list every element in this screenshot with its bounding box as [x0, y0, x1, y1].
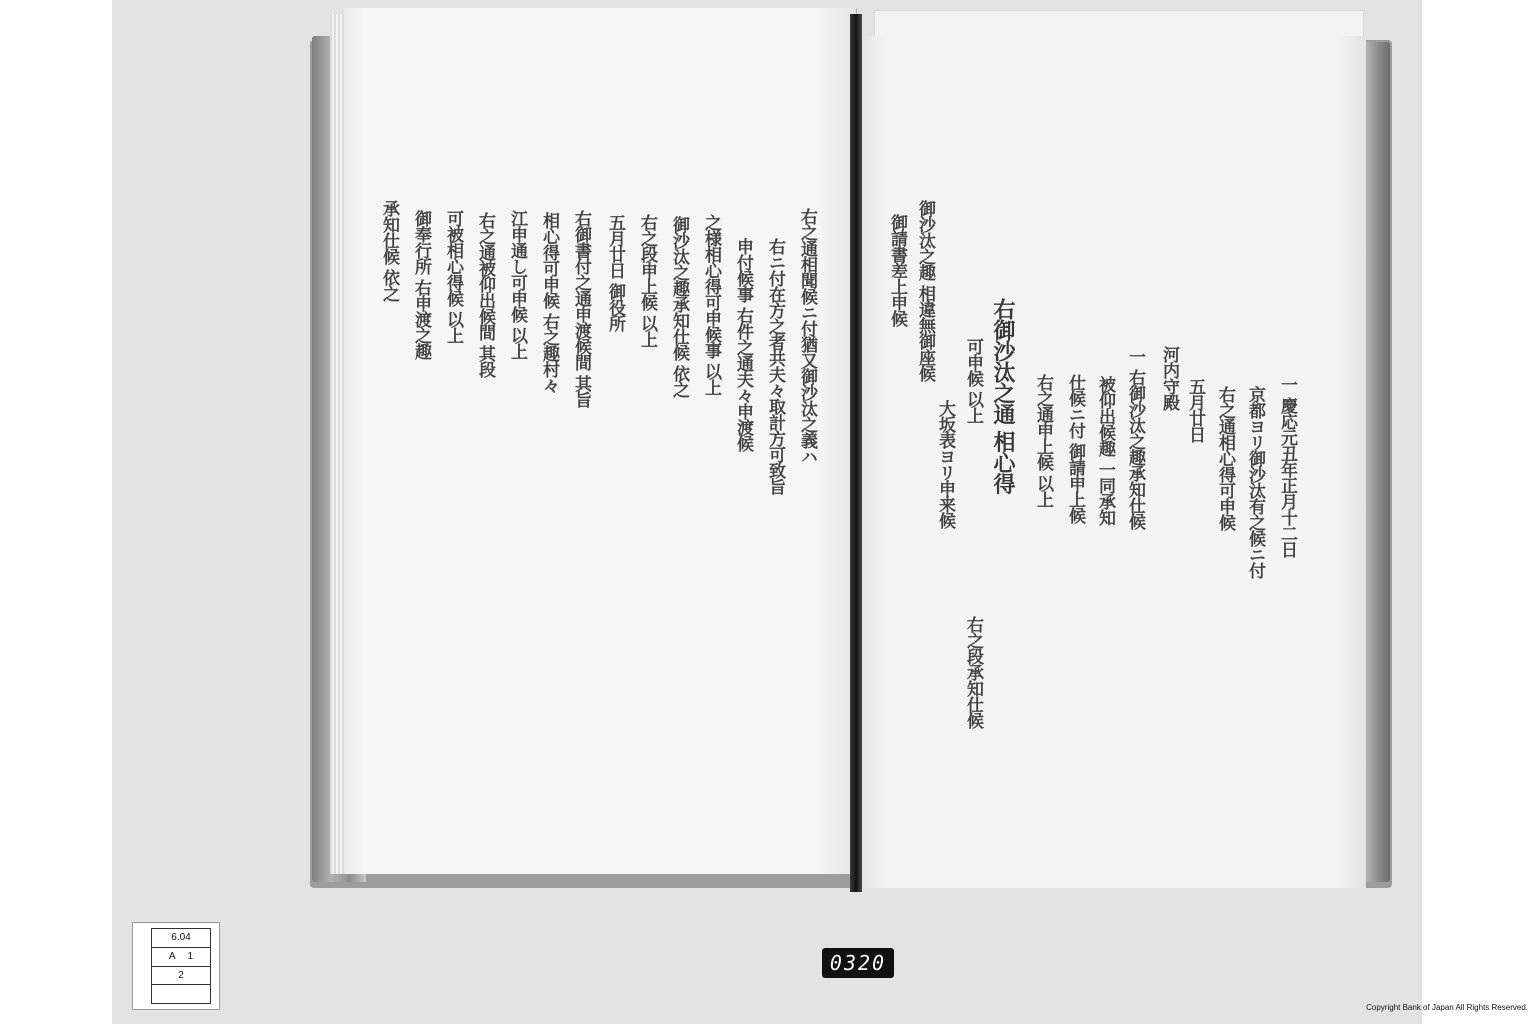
right-page-column: 大坂表ヨリ申来候 — [935, 400, 955, 528]
label-volume: 2 — [178, 969, 184, 981]
right-page-column: 右之通相心得可申候 — [1215, 386, 1235, 530]
left-page-column: 右之通相聞候ニ付猶又御沙汰之義ハ — [797, 208, 817, 464]
left-page-column: 江申通し可申候 以上 — [507, 210, 527, 359]
label-row — [152, 985, 210, 1003]
left-page-column: 右御書付之通申渡候間 其旨 — [571, 210, 591, 407]
left-page-column: 御沙汰之趣承知仕候 依之 — [669, 216, 689, 397]
left-page-column: 之様相心得可申候事 以上 — [701, 214, 721, 395]
label-code: 6.04 — [171, 932, 191, 944]
right-page-column: 御請書差上申候 — [887, 214, 907, 326]
left-page-column: 申付候事 右件之通夫々申渡候 — [733, 238, 753, 451]
right-page-column: 右之段承知仕候 — [963, 616, 983, 728]
right-page-column: 被仰出候趣 一同承知 — [1095, 376, 1115, 525]
left-page-column: 可被相心得候 以上 — [443, 210, 463, 343]
left-page-column: 御奉行所 右申渡之趣 — [411, 210, 431, 359]
right-page-column: 一 慶応元丑年正月十二日 — [1277, 376, 1297, 557]
label-series: A — [168, 951, 176, 963]
left-page-column: 右之通被仰出候間 其段 — [475, 212, 495, 377]
frame-number: 0320 — [829, 951, 887, 975]
copyright-notice: Copyright Bank of Japan All Rights Reserved. — [1366, 1003, 1528, 1012]
label-row — [152, 948, 210, 967]
left-page-column: 五月廿日 御役所 — [605, 214, 625, 331]
right-page-column: 京都ヨリ御沙汰有之候ニ付 — [1245, 386, 1265, 578]
book-gutter — [850, 14, 862, 892]
label-row — [152, 967, 210, 986]
book-cover-right — [1362, 42, 1390, 882]
frame-number-plate — [822, 948, 894, 978]
right-page-column: 河内守殿 — [1159, 346, 1179, 410]
archive-label-grid — [151, 928, 211, 1004]
left-page-column: 右ニ付在方之者共夫々取計方可致旨 — [765, 238, 785, 494]
right-page-column: 可申候 以上 — [963, 338, 983, 423]
label-row — [152, 929, 210, 948]
right-page-column: 右之通申上候 以上 — [1033, 374, 1053, 507]
left-page-column: 右之段申上候 以上 — [637, 214, 657, 347]
right-page-column: 仕候ニ付 御請申上候 — [1065, 374, 1085, 523]
label-number: 1 — [187, 951, 194, 963]
right-page-column: 御沙汰之趣 相違無御座候 — [915, 200, 935, 381]
left-page-column: 承知仕候 依之 — [379, 200, 399, 301]
left-page-column: 相心得可申候 右之趣村々 — [539, 212, 559, 393]
right-page-column: 一 右御沙汰之趣承知仕候 — [1125, 348, 1145, 529]
right-page-column: 右御沙汰之通 相心得 — [990, 298, 1016, 494]
archive-label — [132, 922, 220, 1010]
right-page-column: 五月廿日 — [1185, 378, 1205, 442]
